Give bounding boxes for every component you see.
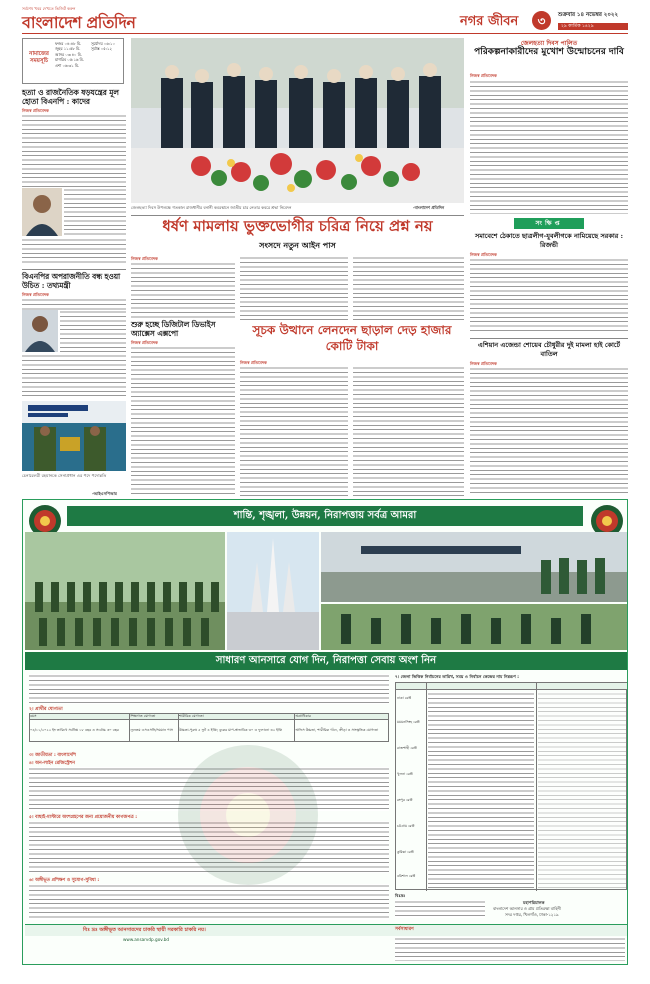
section-divider	[131, 215, 464, 216]
lead-subheadline: সংসদে নতুন আইন পাস	[259, 240, 336, 250]
ad-section-title: ৩। জাতীয়তা : বাংলাদেশি	[29, 753, 76, 758]
qualification-cell: উচ্চতা-পুরুষ ৫ ফুট ৪ ইঞ্চি; বুকের মাপ-স্বাভাবিক ৩০ ও ফুলানো ৩২ ইঞ্চি	[179, 719, 295, 741]
sun-times	[91, 41, 115, 52]
article-byline: নিজস্ব প্রতিবেদক	[131, 340, 158, 345]
district-table-venues	[538, 692, 626, 888]
masthead-top-label: সর্বশেষ খবর দেখতে ভিজিট করুন	[22, 6, 76, 11]
venue-note-label: বিঃদ্রঃ	[395, 893, 406, 898]
ad-section-title: ২। প্রার্থীর যোগ্যতা	[29, 707, 63, 712]
army-photo-caption: চেনারেলরী রহমানকে সেনাপ্রধান এর পদে পদোন্নতি	[22, 473, 107, 478]
army-photo-signature: -আইএসপিআর	[92, 491, 117, 496]
district-label: রংপুর রেঞ্জ	[397, 798, 413, 802]
article-byline: নিজস্ব প্রতিবেদক	[131, 256, 158, 261]
article-byline: নিজস্ব প্রতিবেদক	[22, 292, 49, 297]
article-body	[22, 114, 126, 188]
prayer-time-row: আসর ০৩:৪০ মি.	[55, 51, 82, 57]
website-link[interactable]: www.ansarvdp.gov.bd	[123, 937, 170, 942]
district-label: চট্টগ্রাম রেঞ্জ	[397, 824, 415, 828]
army-award-photo	[22, 401, 126, 471]
ad-section-title: ৪। অন-লাইন রেজিস্ট্রেশন	[29, 761, 75, 766]
article-headline-kader: হত্যা ও রাজনৈতিক ষড়যন্ত্রের মূল হোতা বিএনপি : কাদের	[22, 88, 119, 106]
issue-date-secondary: ২৯ কার্তিক ১৪২৯	[558, 23, 628, 30]
qualification-header: শারীরিক যোগ্যতা	[179, 714, 295, 720]
prayer-time-row: এশা ০৬:৩১ মি.	[55, 62, 80, 68]
bottom-right-notes	[395, 937, 625, 961]
district-table-header-row	[396, 683, 628, 690]
article-headline-stock-market: সূচক উত্থানে লেনদেন ছাড়াল দেড় হাজার কোটি টাকা	[252, 323, 452, 353]
qualification-cell: ০৪/১১/২০২২ ইং তারিখে সর্বনিম্ন ১৮ বছর ও সর্বোচ্চ ৩০ বছর	[30, 719, 130, 741]
masthead	[22, 6, 628, 34]
district-table-divider	[536, 683, 537, 891]
prayer-times-list	[55, 41, 84, 68]
jail-killing-day-photo	[131, 38, 464, 203]
signature-org: বাংলাদেশ আনসার ও গ্রাম প্রতিরক্ষা বাহিনী	[493, 906, 561, 911]
district-label: বরিশাল রেঞ্জ	[397, 874, 416, 878]
lead-headline: ধর্ষণ মামলায় ভুক্তভোগীর চরিত্র নিয়ে প্রশ্ন নয়	[162, 217, 433, 235]
article-body	[470, 80, 628, 214]
article-body	[22, 354, 126, 398]
article-body	[131, 346, 235, 496]
district-table	[395, 682, 627, 890]
ad-banner-mid-text: সাধারণ আনসারে যোগ দিন, নিরাপত্তা সেবায় অংশ নিন	[215, 655, 437, 666]
bottom-notice-text: বিঃ দ্রঃ অঙ্গীভূত আনসারদের চাকরি স্থায়ী সরকারি চাকরি নয়।	[83, 927, 206, 933]
prayer-time-row: মাগরিব ০৫:১৬ মি.	[55, 57, 84, 63]
masthead-rule	[22, 33, 628, 34]
district-table-heading: ৭। জেলা ভিত্তিক নির্বাচনের তারিখ, সময় ও নির্বাচন কেন্দ্রের নাম নিম্নরূপ :	[395, 674, 519, 679]
paper-name-logo: বাংলাদেশ প্রতিদিন	[22, 13, 136, 32]
qualification-cell: অফিস উচ্চতা, শারীরিক গঠন, ক্রীড়া ও সাংস্কৃতিক যোগ্যতা	[295, 719, 389, 741]
prayer-time-row: জুহর ১১:৫৮ মি.	[55, 46, 81, 52]
section-divider	[470, 338, 628, 339]
signature-address: সদর দপ্তর, খিলগাঁও, ঢাকা-১২১৯	[505, 912, 559, 917]
district-label: ময়মনসিংহ রেঞ্জ	[397, 720, 420, 724]
article-body	[22, 238, 126, 266]
issue-date: শুক্রবার ১৪ নভেম্বর ২০২২	[558, 12, 619, 18]
ad-banner-top-text: শান্তি, শৃঙ্খলা, উন্নয়ন, নিরাপত্তায় সর্বত্র আমরা	[233, 510, 417, 521]
article-byline: নিজস্ব প্রতিবেদক	[240, 360, 267, 365]
qualification-header: অগ্রাধিকার	[295, 714, 389, 720]
ad-section-title: ৬। অঙ্গীভূত প্রশিক্ষণ ও সুযোগ-সুবিধা :	[29, 878, 100, 883]
ansar-advertisement	[22, 499, 628, 965]
district-label: রাজশাহী রেঞ্জ	[397, 746, 417, 750]
brief-section-label-bar	[470, 218, 628, 229]
bottom-right-label: সর্বসাধারণ	[395, 927, 414, 932]
article-body	[353, 256, 464, 320]
article-byline: নিজস্ব প্রতিবেদক	[470, 361, 497, 366]
signature-title: মহাপরিচালক	[523, 900, 545, 905]
monument-photo	[227, 532, 319, 650]
page-number: ৩	[537, 14, 546, 28]
sunset-time: সূর্যাস্ত ০৫:১২	[91, 46, 112, 52]
article-headline-conspirators: পরিকল্পনাকারীদের মুখোশ উন্মোচনের দাবি	[474, 47, 624, 57]
article-headline-digital-expo: শুরু হচ্ছে ডিজিটাল ডিভাইস অ্যাক্সেস এক্সপো	[131, 320, 216, 338]
ansar-parade-photo	[25, 532, 225, 650]
top-photo-credit: -বাংলাদেশ প্রতিদিন	[413, 205, 445, 210]
prayer-times-title: নামাজের সময়সূচি	[29, 51, 49, 64]
article-body	[64, 188, 126, 236]
article-byline: নিজস্ব প্রতিবেদক	[470, 73, 497, 78]
article-body	[131, 262, 235, 318]
district-label: ঢাকা রেঞ্জ	[397, 696, 412, 700]
ad-section-title: ৫। বাছাই-মাস্টারে অংশগ্রহণের জন্য প্রয়োজনীয় কাগজপত্র :	[29, 815, 138, 820]
article-body	[470, 258, 628, 334]
minister-portrait-photo	[22, 310, 58, 352]
sunrise-time: সূর্যোদয় ০৬:১০	[91, 41, 115, 46]
district-label: কুমিল্লা রেঞ্জ	[397, 850, 414, 854]
ad-footer-note	[395, 900, 485, 918]
brief-headline-rizvi: সমাবেশে ঠেকাতে ছাত্রলীগ-যুবলীগকে নামিয়েছে সরকার : রিজভী	[474, 232, 624, 249]
article-headline-info-minister: বিএনপির অপরাজনীতি বন্ধ হওয়া উচিত : তথ্যমন্ত্রী	[22, 272, 121, 290]
kader-portrait-photo	[22, 188, 62, 236]
article-body	[240, 366, 348, 496]
airport-guard-photo	[321, 532, 627, 602]
prayer-times-box	[22, 38, 124, 84]
brief-section-label: সংক্ষিপ্ত	[514, 218, 584, 229]
prayer-time-row: ফজর ০৪:৪৮ মি.	[55, 41, 82, 46]
article-body	[353, 366, 464, 496]
top-photo-caption: জেলহত্যা দিবস উপলক্ষে গতকাল রাজধানীর বনানী কবরস্থানে জাতীয় চার নেতার কবরে শ্রদ্ধা নিবেদন	[131, 205, 292, 210]
ad-intro-text	[29, 674, 389, 704]
article-byline: নিজস্ব প্রতিবেদক	[470, 252, 497, 257]
qualification-header: বয়স	[30, 714, 130, 720]
article-body	[240, 256, 348, 320]
district-table-entries	[428, 692, 534, 888]
section-name: নগর জীবন	[460, 14, 519, 29]
qualification-table	[29, 713, 389, 742]
district-label: খুলনা রেঞ্জ	[397, 772, 413, 776]
article-kicker: জেলহত্যা দিবস পালিত	[520, 40, 578, 47]
qualification-header: শিক্ষাগত যোগ্যতা	[130, 714, 179, 720]
article-body	[470, 367, 628, 496]
qualification-cell: ন্যূনতম এসএসসি/সমমান পাস	[130, 719, 179, 741]
district-table-divider	[426, 683, 427, 891]
brief-headline-shoaib: এশিয়ান এজেন্ডা শোয়েব চৌধুরীর দুই মামলা হাই কোর্টে বাতিল	[477, 341, 621, 358]
training-photo	[321, 604, 627, 650]
article-body	[60, 310, 126, 352]
article-body	[22, 298, 126, 310]
ansar-watermark-logo	[173, 740, 323, 890]
section-divider	[22, 269, 126, 270]
article-byline: নিজস্ব প্রতিবেদক	[22, 108, 49, 113]
